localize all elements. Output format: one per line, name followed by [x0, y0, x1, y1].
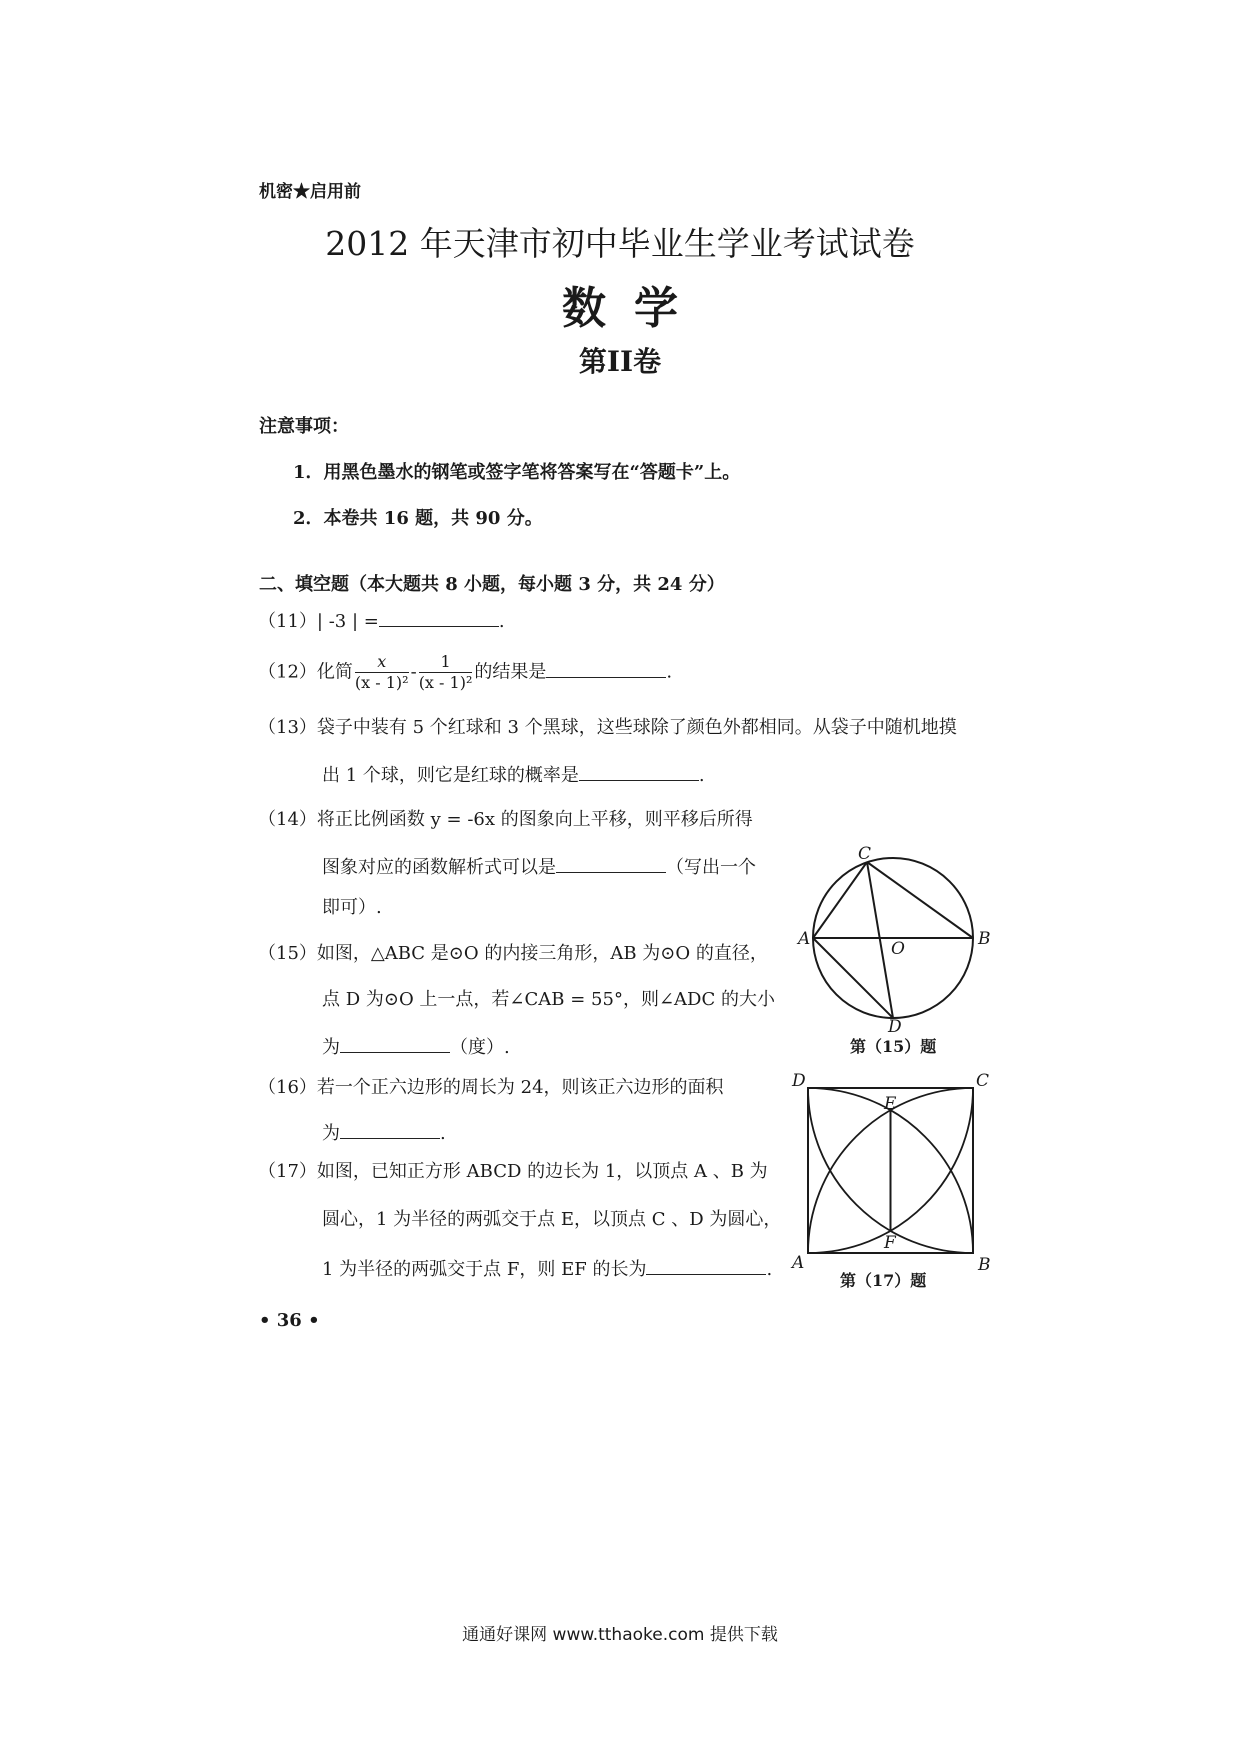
segment-ac [813, 862, 867, 938]
label-c: C [976, 1071, 990, 1091]
question-15-line-2: 点 D 为⊙O 上一点，若∠CAB = 55°，则∠ADC 的大小 [322, 989, 775, 1010]
question-end: . [698, 765, 705, 786]
label-a: A [792, 1253, 805, 1273]
label-d: D [888, 1017, 902, 1037]
question-text-line-2: 图象对应的函数解析式可以是 [322, 857, 556, 878]
question-14 [258, 808, 753, 832]
notice-item-2: 2．本卷共 16 题，共 90 分。 [293, 508, 543, 529]
label-c: C [858, 844, 872, 864]
question-text: 化简 [316, 661, 353, 683]
segment-cb [867, 862, 973, 938]
question-14-line-3: 即可）. [322, 897, 382, 918]
answer-blank[interactable] [379, 608, 499, 627]
figure-15 [798, 844, 1020, 1060]
question-text-line-2-end: （写出一个 [666, 857, 756, 878]
confidential-mark: 机密★启用前 [259, 182, 361, 202]
subject-title: 数学 [562, 283, 706, 334]
label-a: A [798, 929, 811, 949]
question-number: （14） [258, 809, 317, 830]
question-number: （12） [258, 661, 317, 683]
question-text-line-2: 为 [322, 1123, 340, 1144]
answer-blank[interactable] [646, 1256, 766, 1275]
page-number: • 36 • [259, 1310, 320, 1331]
answer-blank[interactable] [340, 1034, 450, 1053]
section-heading: 二、填空题（本大题共 8 小题，每小题 3 分，共 24 分） [259, 574, 725, 595]
question-text-line-1: 如图，已知正方形 ABCD 的边长为 1，以顶点 A 、B 为 [316, 1161, 768, 1182]
question-text-line-1: 若一个正六边形的周长为 24，则该正六边形的面积 [316, 1077, 724, 1098]
minus-sign: - [410, 661, 417, 683]
fraction-denominator: (x - 1)² [354, 673, 409, 692]
question-12 [258, 652, 672, 693]
label-b: B [978, 1255, 991, 1275]
question-15 [258, 942, 768, 966]
question-text-line-1: 将正比例函数 y = -6x 的图象向上平移，则平移后所得 [316, 809, 753, 830]
question-15-line-3 [322, 1034, 510, 1060]
question-text-line-2: 出 1 个球，则它是红球的概率是 [322, 765, 579, 786]
answer-blank[interactable] [556, 854, 666, 873]
question-end: . [440, 1123, 446, 1144]
answer-blank[interactable] [546, 659, 666, 678]
question-number: （13） [258, 717, 317, 738]
figure-15-caption: 第（15）题 [850, 1037, 937, 1056]
fraction-1 [355, 652, 409, 693]
question-text-line-3: 为 [322, 1037, 340, 1058]
question-16 [258, 1076, 724, 1100]
question-13 [258, 716, 957, 740]
label-f: F [884, 1233, 896, 1253]
question-17-line-2: 圆心，1 为半径的两弧交于点 E，以顶点 C 、D 为圆心， [322, 1209, 782, 1230]
question-13-line-2 [322, 762, 705, 788]
question-number: （16） [258, 1077, 317, 1098]
question-text-line-1: 如图，△ABC 是⊙O 的内接三角形，AB 为⊙O 的直径， [316, 943, 768, 964]
fraction-numerator: 1 [419, 652, 473, 673]
answer-blank[interactable] [340, 1120, 440, 1139]
label-d: D [792, 1071, 806, 1091]
notice-heading: 注意事项： [259, 416, 349, 437]
question-16-line-2 [322, 1120, 446, 1146]
footer-text: 通通好课网 www.tthaoke.com 提供下载 [462, 1625, 778, 1645]
figure-17 [790, 1070, 1010, 1290]
question-text: | -3 | = [316, 611, 379, 632]
fraction-numerator: x [355, 652, 409, 673]
volume-title: 第II卷 [578, 345, 662, 378]
label-o: O [891, 939, 905, 959]
question-number: （11） [258, 611, 317, 632]
question-17 [258, 1160, 768, 1184]
notice-item-1: 1．用黑色墨水的钢笔或签字笔将答案写在“答题卡”上。 [293, 462, 741, 483]
question-number: （17） [258, 1161, 317, 1182]
exam-title: 2012 年天津市初中毕业生学业考试试卷 [325, 224, 915, 263]
question-17-line-3 [322, 1256, 772, 1282]
question-end: . [498, 611, 505, 632]
question-text-line-1: 袋子中装有 5 个红球和 3 个黑球，这些球除了颜色外都相同。从袋子中随机地摸 [316, 717, 957, 738]
question-14-line-2 [322, 854, 756, 880]
question-end: . [666, 661, 673, 683]
answer-blank[interactable] [579, 762, 699, 781]
question-text-post: 的结果是 [474, 661, 547, 683]
question-text-line-3-end: （度）. [450, 1037, 510, 1058]
fraction-denominator: (x - 1)² [418, 673, 473, 692]
question-text-line-3: 1 为半径的两弧交于点 F，则 EF 的长为 [322, 1259, 647, 1280]
question-number: （15） [258, 943, 317, 964]
question-end: . [766, 1259, 773, 1280]
label-b: B [978, 929, 991, 949]
label-e: E [884, 1094, 897, 1114]
question-11 [258, 608, 505, 634]
fraction-2 [419, 652, 473, 693]
figure-17-caption: 第（17）题 [840, 1271, 927, 1290]
